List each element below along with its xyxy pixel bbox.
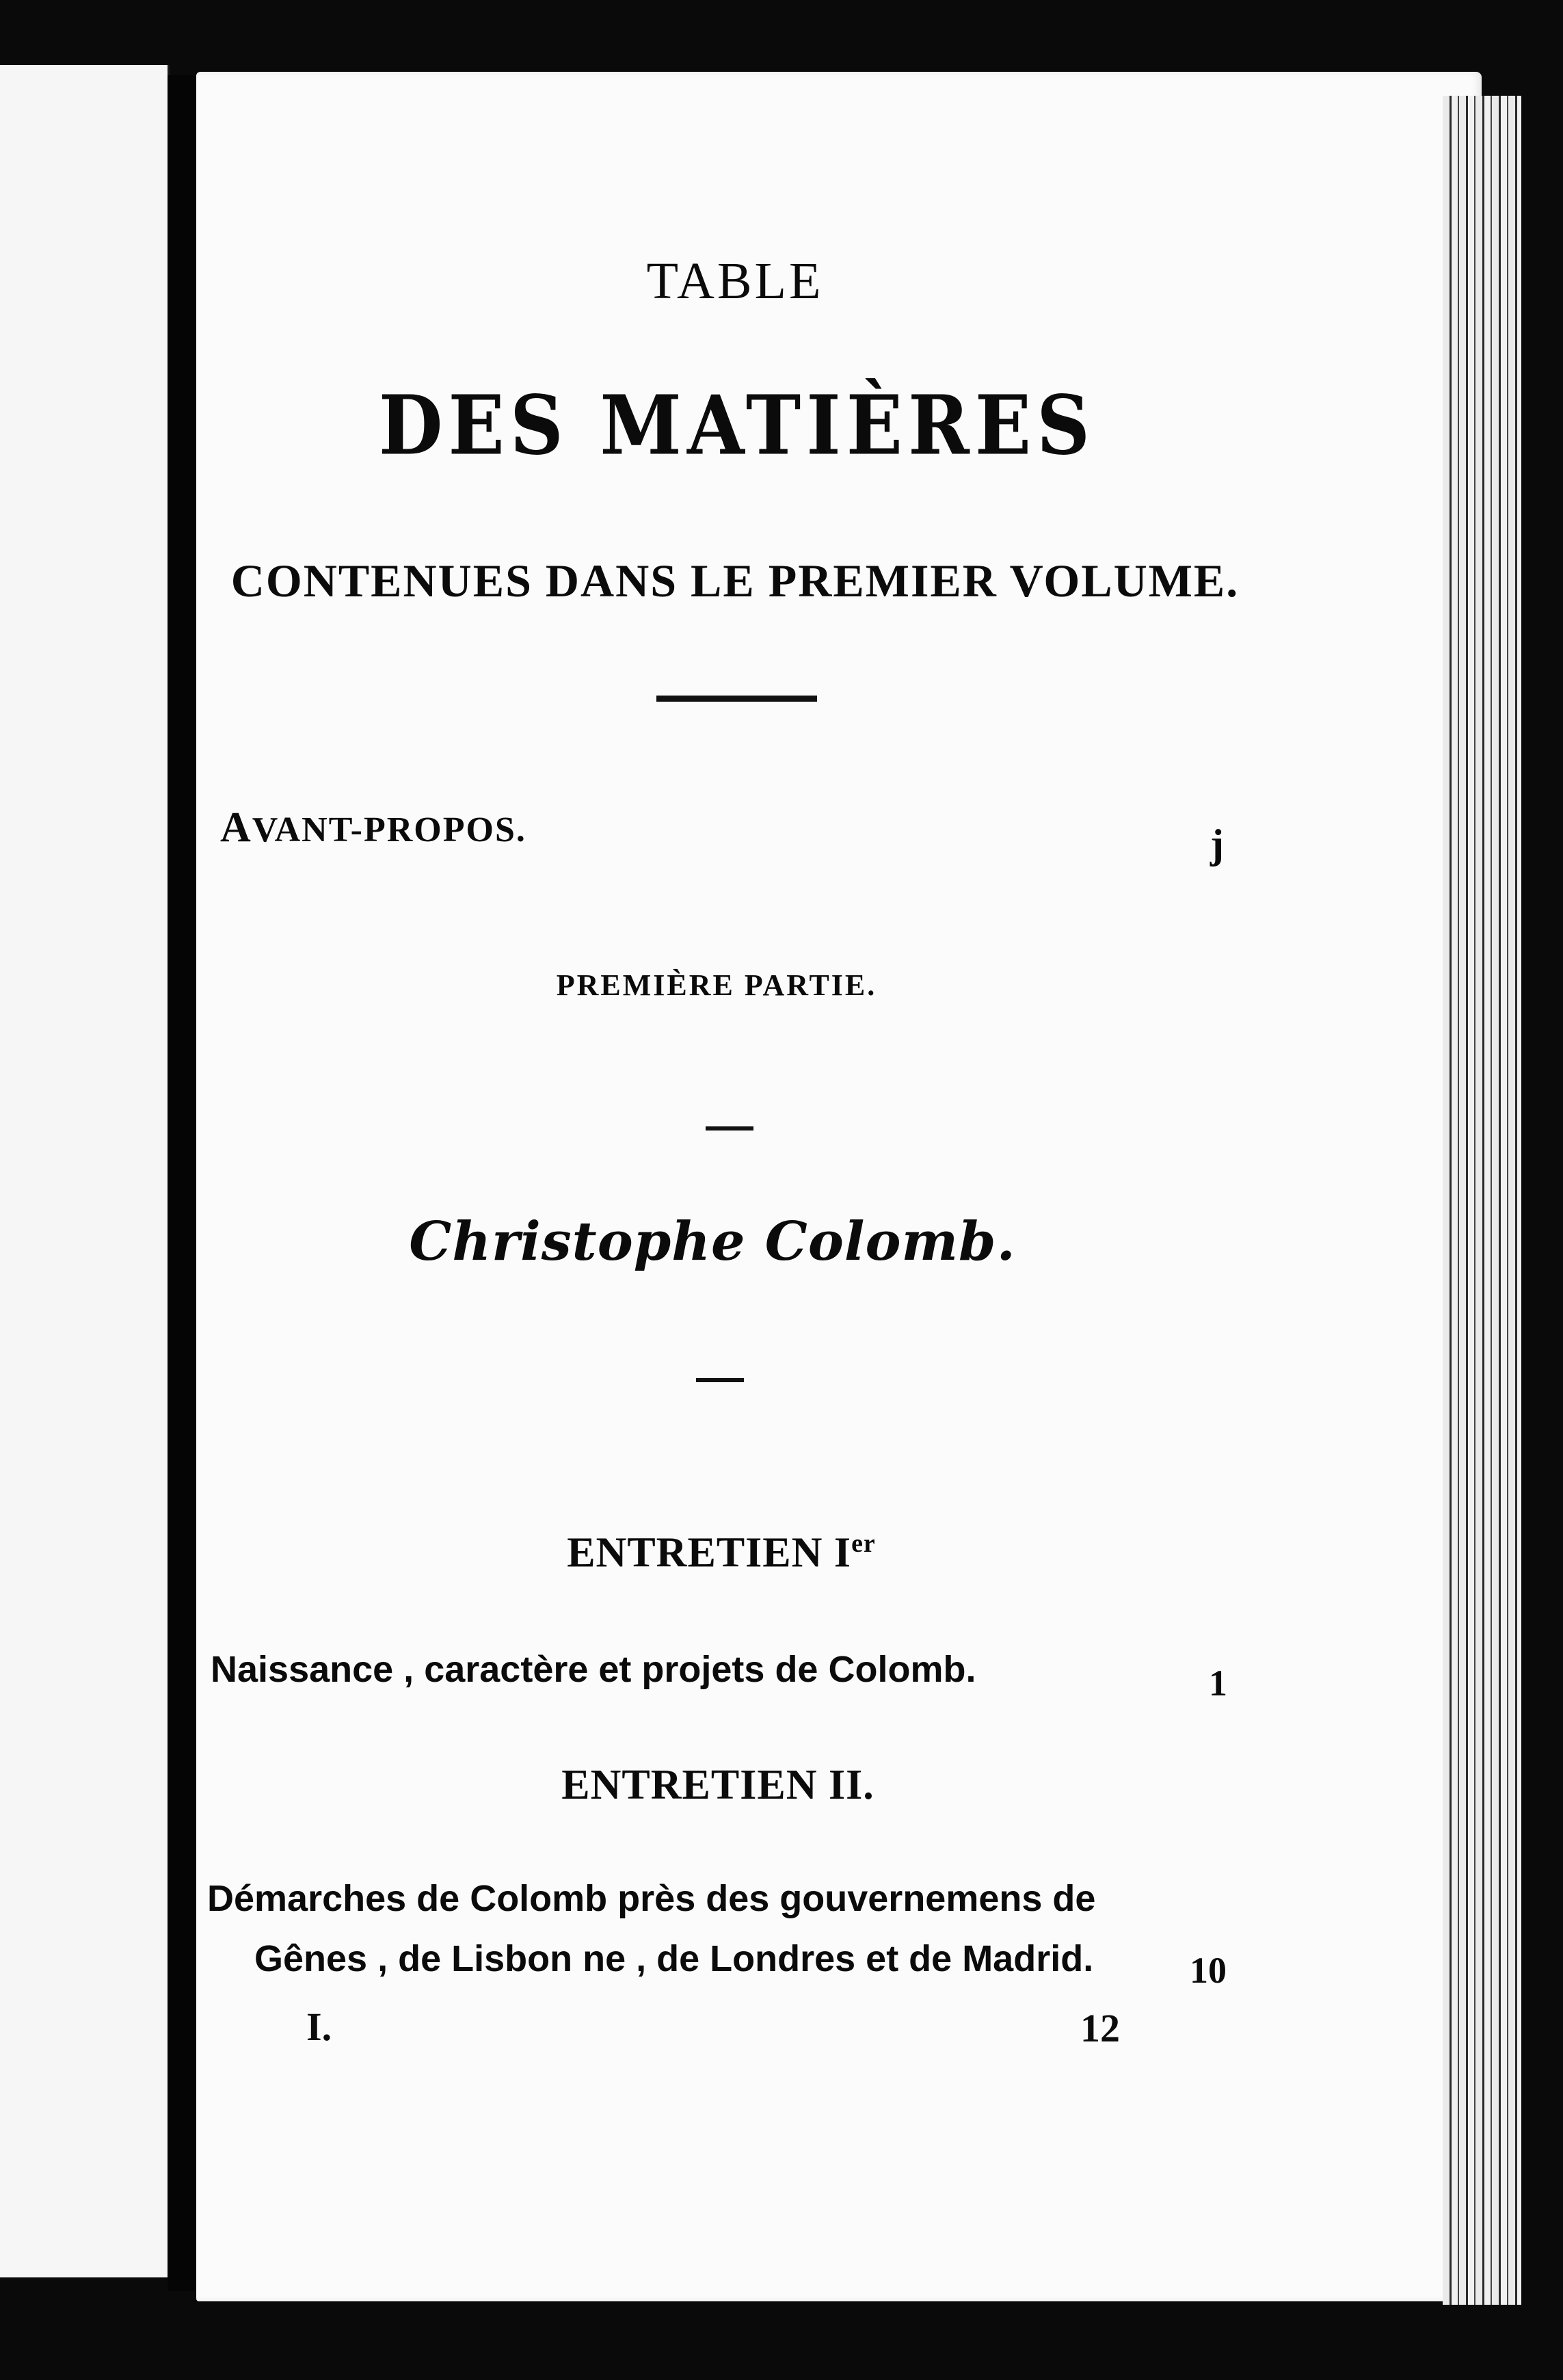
avant-propos-label — [220, 804, 526, 852]
table-heading: TABLE — [646, 252, 824, 310]
page-edges — [1443, 96, 1521, 2305]
chapter-page: 10 — [1190, 1950, 1227, 1991]
avant-propos-page: j — [1210, 821, 1224, 867]
part-label: PREMIÈRE PARTIE. — [556, 968, 877, 1002]
signature-mark: 12 — [1080, 2006, 1120, 2050]
avant-propos-rest: VANT-PROPOS. — [252, 810, 526, 849]
volume-number: I. — [306, 2005, 332, 2049]
avant-propos-initial: A — [220, 804, 252, 851]
chapter-heading-text: ENTRETIEN I — [567, 1529, 852, 1576]
chapter-description: Naissance , caractère et projets de Colomb. — [211, 1649, 976, 1690]
chapter-heading — [567, 1529, 876, 1578]
chapter-description-cont: Gênes , de Lisbon ne , de Londres et de Madrid. — [254, 1938, 1094, 1979]
page-title: DES MATIÈRES — [378, 378, 1096, 474]
book-gutter — [168, 75, 196, 2291]
short-rule — [706, 1126, 753, 1130]
page-subtitle: CONTENUES DANS LE PREMIER VOLUME. — [230, 555, 1240, 607]
chapter-description: Démarches de Colomb près des gouvernemens de — [207, 1878, 1096, 1919]
part-title: Christophe Colomb. — [409, 1211, 1016, 1273]
divider-rule — [656, 696, 817, 702]
facing-page — [0, 65, 170, 2277]
chapter-heading: ENTRETIEN II. — [561, 1762, 874, 1808]
short-rule — [696, 1378, 744, 1382]
chapter-heading-superscript: er — [851, 1529, 876, 1558]
chapter-page: 1 — [1209, 1663, 1227, 1704]
